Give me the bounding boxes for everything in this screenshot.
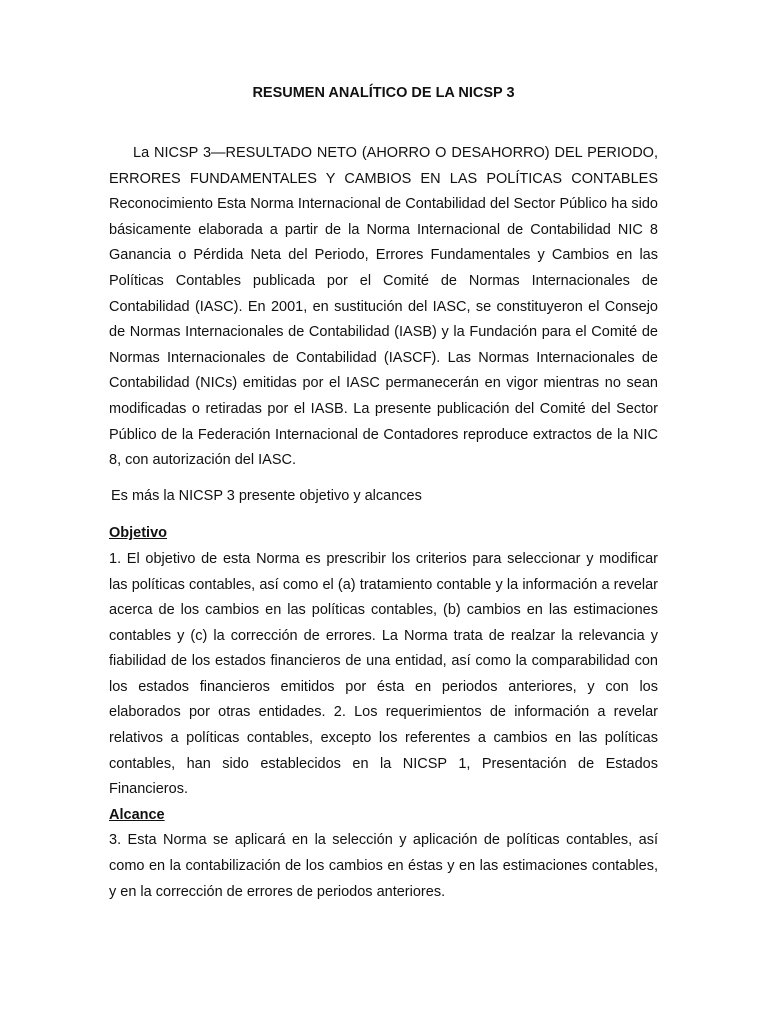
- document-page: [109, 84, 658, 905]
- document-title: RESUMEN ANALÍTICO DE LA NICSP 3: [252, 85, 515, 101]
- objetivo-paragraph: 1. El objetivo de esta Norma es prescribir los criterios para seleccionar y modificar las políticas contables, así como el (a) tratamiento contable y la información a revelar acerca de los cambios en las políticas contables, (b) cambios en las estimaciones contables y (c) la corrección de errores. La Norma trata de realzar la relevancia y fiabilidad de los estados financieros de una entidad, así como la comparabilidad con los estados financieros emitidos por ésta en periodos anteriores, y con los elaborados por otras entidades. 2. Los requerimientos de información a revelar relativos a políticas contables, excepto los referentes a cambios en las políticas contables, han sido establecidos en la NICSP 1, Presentación de Estados Financieros.: [109, 550, 658, 798]
- objetivo-heading: Objetivo: [109, 525, 168, 542]
- alcance-paragraph: 3. Esta Norma se aplicará en la selección y aplicación de políticas contables, así como en la contabilización de los cambios en éstas y en las estimaciones contables, y en la corrección de errores de periodos anteriores.: [109, 832, 658, 900]
- alcance-heading: Alcance: [109, 806, 165, 823]
- intro-paragraph: La NICSP 3—RESULTADO NETO (AHORRO O DESAHORRO) DEL PERIODO, ERRORES FUNDAMENTALES Y CAMBIOS EN LAS POLÍTICAS CONTABLES Reconocimiento Esta Norma Internacional de Contabilidad del Sector Público ha sido básicamente elaborada a partir de la Norma Internacional de Contabilidad NIC 8 Ganancia o Pérdida Neta del Periodo, Errores Fundamentales y Cambios en las Políticas Contables publicada por el Comité de Normas Internacionales de Contabilidad (IASC). En 2001, en sustitución del IASC, se constituyeron el Consejo de Normas Internacionales de Contabilidad (IASB) y la Fundación para el Comité de Normas Internacionales de Contabilidad (IASCF). Las Normas Internacionales de Contabilidad (NICs) emitidas por el IASC permanecerán en vigor mientras no sean modificadas o retiradas por el IASB. La presente publicación del Comité del Sector Público de la Federación Internacional de Contadores reproduce extractos de la NIC 8, con autorización del IASC.: [109, 145, 658, 469]
- lead-line: Es más la NICSP 3 presente objetivo y alcances: [111, 487, 422, 504]
